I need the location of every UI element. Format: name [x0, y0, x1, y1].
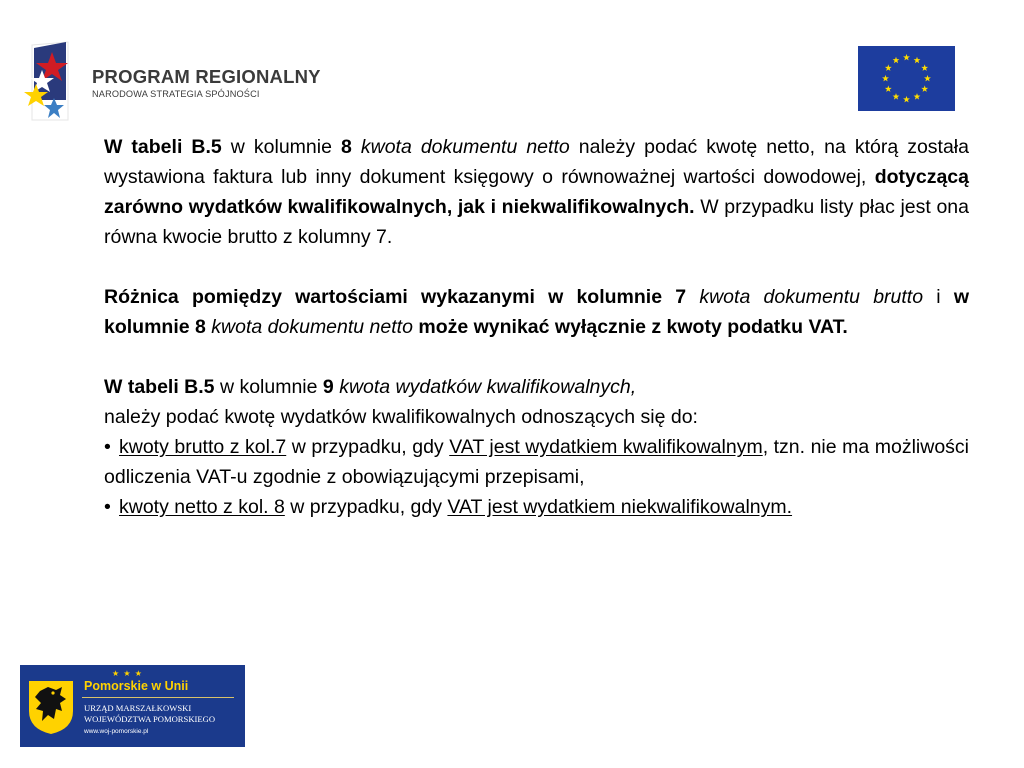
list-item: • kwoty netto z kol. 8 w przypadku, gdy VAT jest wydatkiem niekwalifikowalnym. [104, 492, 969, 522]
eu-flag-icon [858, 46, 955, 111]
divider [82, 697, 234, 698]
griffin-emblem-icon [26, 677, 76, 735]
list-item: • kwoty brutto z kol.7 w przypadku, gdy VAT jest wydatkiem kwalifikowalnym, tzn. nie ma możliwości odliczenia VAT-u zgodnie z obowiązującymi przepisami, [104, 432, 969, 492]
program-star-logo-icon [22, 40, 92, 122]
office-line-1: URZĄD MARSZAŁKOWSKI [84, 703, 192, 713]
office-line-2: WOJEWÓDZTWA POMORSKIEGO [84, 714, 216, 724]
main-text [104, 132, 969, 522]
paragraph-2: Różnica pomiędzy wartościami wykazanymi w kolumnie 7 kwota dokumentu brutto i w kolumnie 8 kwota dokumentu netto może wynikać wyłącznie z kwoty podatku VAT. [104, 286, 969, 338]
paragraph-1: W tabeli B.5 w kolumnie 8 kwota dokumentu netto należy podać kwotę netto, na którą została wystawiona faktura lub inny dokument księgowy o równoważnej wartości dowodowej, dotyczącą zarówno wydatków kwalifikowalnych, jak i niekwalifikowalnych. W przypadku listy płac jest ona równa kwocie brutto z kolumny 7. [104, 136, 969, 248]
stars-decoration: ★ ★ ★ [112, 669, 143, 678]
website-url: www.woj-pomorskie.pl [84, 728, 149, 735]
pomorskie-w-unii-logo [20, 665, 245, 747]
program-subtitle: NARODOWA STRATEGIA SPÓJNOŚCI [92, 89, 260, 99]
bullet-icon: • [104, 436, 111, 458]
program-title: PROGRAM REGIONALNY [92, 66, 321, 87]
bullet-icon: • [104, 496, 111, 518]
paragraph-3: W tabeli B.5 w kolumnie 9 kwota wydatków kwalifikowalnych, [104, 376, 637, 398]
pomorskie-title: Pomorskie w Unii [84, 679, 189, 693]
paragraph-4: należy podać kwotę wydatków kwalifikowalnych odnoszących się do: [104, 406, 698, 428]
